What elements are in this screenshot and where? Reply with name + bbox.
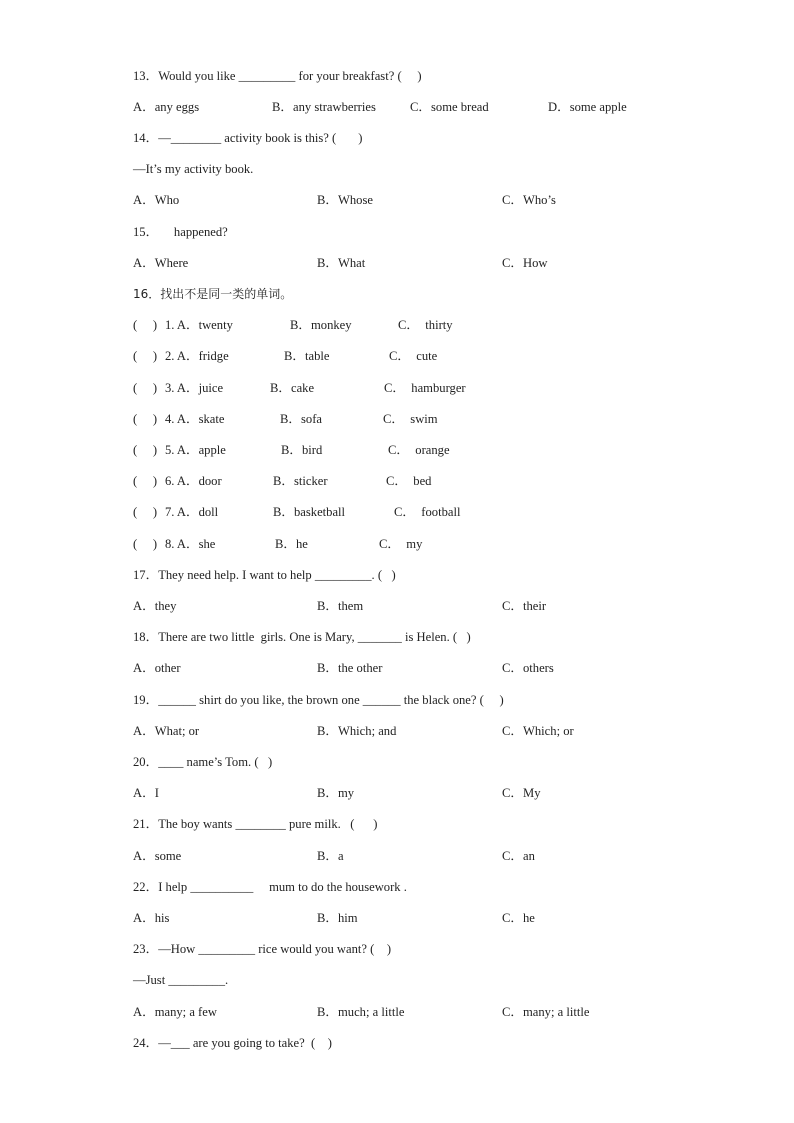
question-19-stem: 19．______ shirt do you like, the brown one ______ the black one? ( ): [133, 693, 504, 707]
question-21-stem: 21．The boy wants ________ pure milk. ( ): [133, 817, 378, 831]
question-13-option-d: D．some apple: [548, 100, 627, 114]
question-19-option-a: A．What; or: [133, 724, 200, 738]
q16-item-6-option-b: B．sticker: [273, 474, 328, 488]
question-13-option-a: A．any eggs: [133, 100, 200, 114]
question-15-option-b: B．What: [317, 256, 366, 270]
question-14-option-b: B．Whose: [317, 193, 373, 207]
q16-item-6-option-a: 6. A．door: [165, 474, 222, 488]
question-20-option-a: A．I: [133, 786, 159, 800]
question-13-stem: 13．Would you like _________ for your breakfast? ( ): [133, 69, 422, 83]
q16-item-5-paren: ( ): [133, 443, 158, 457]
question-20-stem: 20．____ name’s Tom. ( ): [133, 755, 273, 769]
question-13-option-b: B．any strawberries: [272, 100, 376, 114]
question-22-option-a: A．his: [133, 911, 170, 925]
q16-item-5-option-a: 5. A．apple: [165, 443, 226, 457]
question-15-option-c: C．How: [502, 256, 548, 270]
question-16-stem: 16．找出不是同一类的单词。: [133, 287, 293, 301]
question-18-stem: 18．There are two little girls. One is Mary, _______ is Helen. ( ): [133, 630, 471, 644]
question-21-option-b: B．a: [317, 849, 344, 863]
q16-item-2-paren: ( ): [133, 349, 158, 363]
question-23-option-b: B．much; a little: [317, 1005, 405, 1019]
q16-item-7-option-c: C． football: [394, 505, 461, 519]
question-21-option-a: A．some: [133, 849, 182, 863]
q16-item-7-option-a: 7. A．doll: [165, 505, 219, 519]
question-18-option-a: A．other: [133, 661, 181, 675]
question-22-option-b: B．him: [317, 911, 358, 925]
question-20-option-b: B．my: [317, 786, 355, 800]
q16-item-2-option-b: B．table: [284, 349, 330, 363]
q16-item-7-option-b: B．basketball: [273, 505, 346, 519]
q16-item-7-paren: ( ): [133, 505, 158, 519]
q16-item-6-paren: ( ): [133, 474, 158, 488]
question-17-option-c: C．their: [502, 599, 547, 613]
q16-item-1-option-a: 1. A．twenty: [165, 318, 233, 332]
q16-item-1-option-c: C． thirty: [398, 318, 453, 332]
q16-item-8-paren: ( ): [133, 537, 158, 551]
q16-item-2-option-c: C． cute: [389, 349, 438, 363]
question-14-option-a: A．Who: [133, 193, 180, 207]
question-23-stem: 23．—How _________ rice would you want? ( ): [133, 942, 392, 956]
q16-item-4-option-b: B．sofa: [280, 412, 322, 426]
q16-item-6-option-c: C． bed: [386, 474, 432, 488]
question-14-option-c: C．Who’s: [502, 193, 556, 207]
q16-item-3-paren: ( ): [133, 381, 158, 395]
q16-item-3-option-a: 3. A．juice: [165, 381, 224, 395]
q16-item-8-option-b: B．he: [275, 537, 308, 551]
question-17-option-a: A．they: [133, 599, 177, 613]
q16-item-1-paren: ( ): [133, 318, 158, 332]
q16-item-8-option-a: 8. A．she: [165, 537, 216, 551]
question-13-option-c: C．some bread: [410, 100, 489, 114]
q16-item-4-option-c: C． swim: [383, 412, 438, 426]
q16-item-5-option-c: C． orange: [388, 443, 450, 457]
q16-item-5-option-b: B．bird: [281, 443, 323, 457]
q16-item-4-option-a: 4. A．skate: [165, 412, 225, 426]
question-23-reply: —Just _________.: [133, 973, 229, 987]
q16-item-3-option-c: C． hamburger: [384, 381, 466, 395]
q16-item-2-option-a: 2. A．fridge: [165, 349, 229, 363]
question-18-option-c: C．others: [502, 661, 554, 675]
q16-item-3-option-b: B．cake: [270, 381, 315, 395]
question-23-option-c: C．many; a little: [502, 1005, 590, 1019]
question-17-option-b: B．them: [317, 599, 364, 613]
question-22-stem: 22．I help __________ mum to do the housework .: [133, 880, 407, 894]
question-15-option-a: A．Where: [133, 256, 189, 270]
q16-item-4-paren: ( ): [133, 412, 158, 426]
question-18-option-b: B．the other: [317, 661, 383, 675]
question-24-stem: 24．—___ are you going to take? ( ): [133, 1036, 333, 1050]
question-14-reply: —It’s my activity book.: [133, 162, 254, 176]
question-23-option-a: A．many; a few: [133, 1005, 217, 1019]
question-20-option-c: C．My: [502, 786, 541, 800]
q16-item-1-option-b: B．monkey: [290, 318, 352, 332]
question-14-stem: 14．—________ activity book is this? ( ): [133, 131, 363, 145]
q16-item-8-option-c: C． my: [379, 537, 423, 551]
question-19-option-c: C．Which; or: [502, 724, 574, 738]
question-15-stem: 15． happened?: [133, 225, 228, 239]
question-19-option-b: B．Which; and: [317, 724, 397, 738]
question-17-stem: 17．They need help. I want to help _________. ( ): [133, 568, 396, 582]
question-22-option-c: C．he: [502, 911, 535, 925]
question-21-option-c: C．an: [502, 849, 535, 863]
